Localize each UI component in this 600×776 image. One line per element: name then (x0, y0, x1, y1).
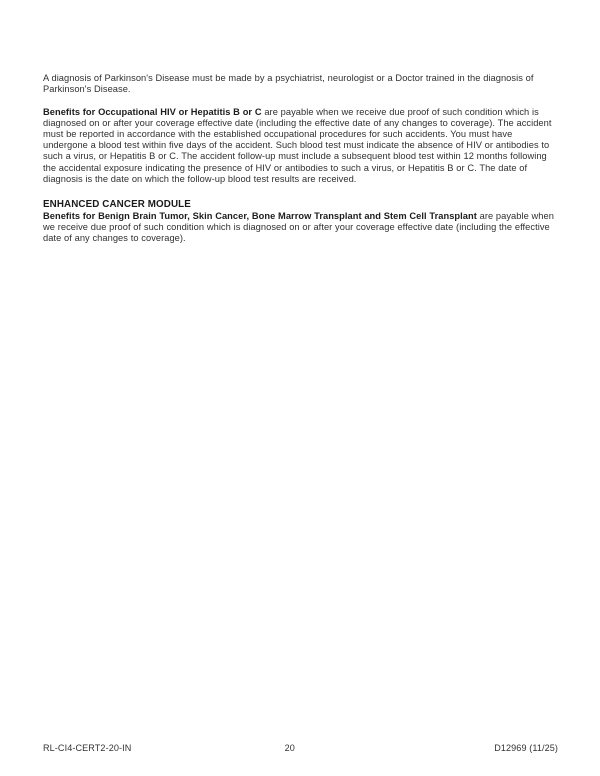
paragraph-bold-lead: Benefits for Occupational HIV or Hepatitis B or C (43, 106, 262, 117)
section-enhanced-cancer-module (43, 199, 559, 245)
paragraph-text: are payable when we receive due proof of such condition which is diagnosed on or after your coverage effective date (including the effective date of any changes to coverage). (43, 210, 554, 244)
paragraph-text: A diagnosis of Parkinson's Disease must be made by a psychiatrist, neurologist or a Doctor trained in the diagnosis of Parkinson's Disease. (43, 73, 534, 95)
paragraph-enhanced-cancer-benefits (43, 211, 559, 245)
footer-form-number: RL-CI4-CERT2-20-IN (43, 743, 132, 753)
paragraph-bold-lead: Benefits for Benign Brain Tumor, Skin Cancer, Bone Marrow Transplant and Stem Cell Transplant (43, 210, 477, 221)
paragraph-occupational-hiv-hepatitis (43, 107, 559, 185)
paragraph-parkinsons-diagnosis (43, 73, 559, 95)
document-body (43, 73, 559, 245)
footer-document-code: D12969 (11/25) (494, 743, 558, 753)
page-footer (43, 741, 558, 755)
footer-page-number: 20 (284, 743, 295, 753)
section-heading: ENHANCED CANCER MODULE (43, 198, 191, 210)
paragraph-text: are payable when we receive due proof of such condition which is diagnosed on or after your coverage effective date (including the effective date of any changes to coverage). The accident must be reported in accordance with the established occupational procedures for such accidents. You must have undergone a blood test within five days of the accident. Such blood test must indicate the absence of HIV or antibodies to such a virus, or Hepatitis B or C. The accident follow-up must include a subsequent blood test within 12 months following the accidental exposure indicating the presence of HIV or antibodies to such a virus, or Hepatitis B or C. The date of diagnosis is the date on which the follow-up blood test results are received. (43, 106, 552, 184)
